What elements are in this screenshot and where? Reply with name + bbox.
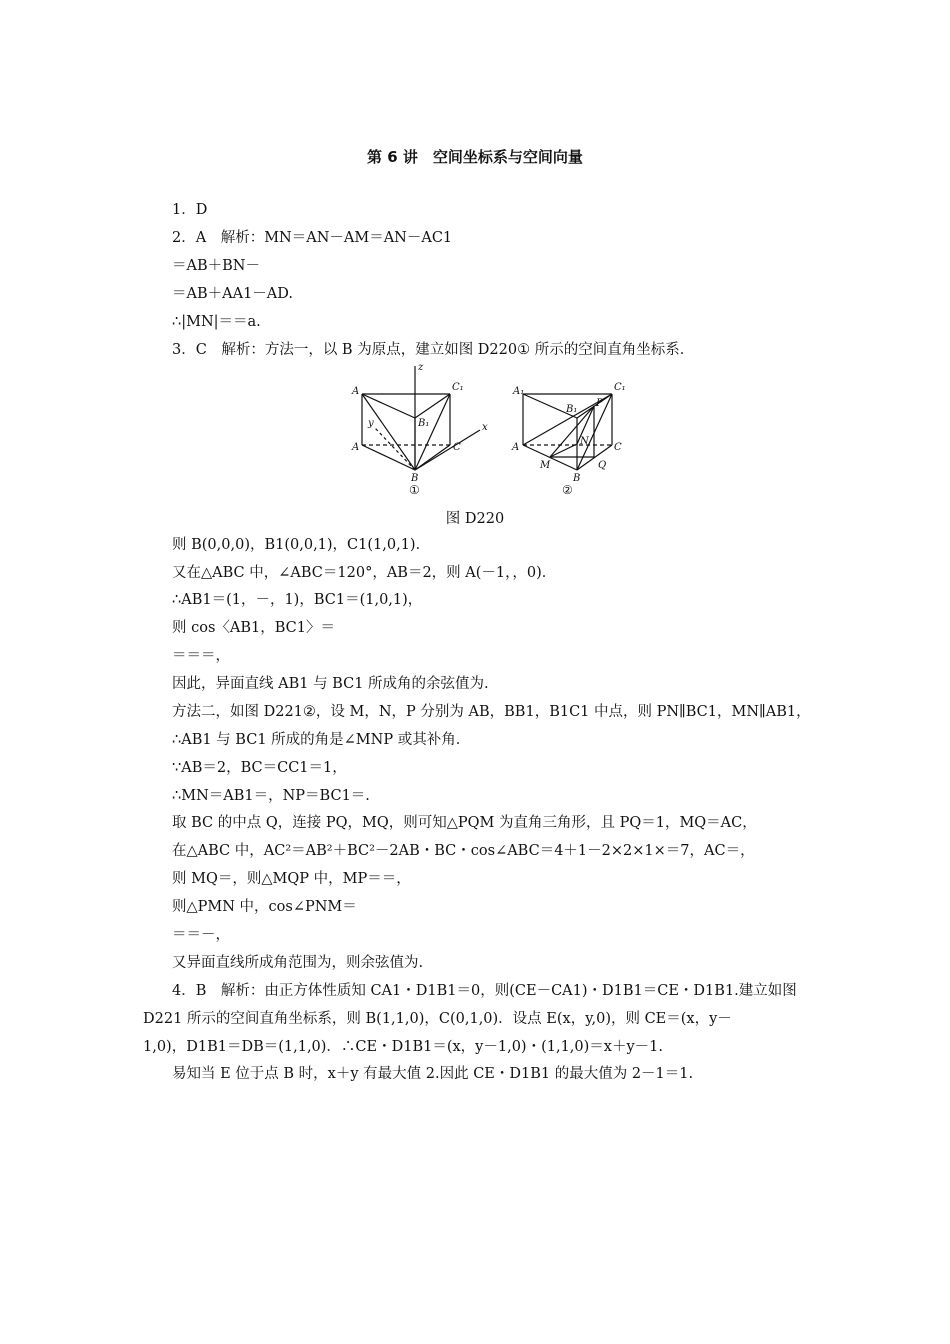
answer-line: ＝AB＋BN－ — [172, 258, 260, 274]
point-label: B₁ — [418, 418, 430, 429]
point-label: B — [573, 473, 581, 484]
point-label: C — [614, 442, 622, 453]
point-label: B₁ — [566, 404, 578, 415]
answer-line: 在△ABC 中，AC²＝AB²＋BC²－2AB・BC・cos∠ABC＝4＋1－2×2×1×＝7，AC＝， — [172, 843, 755, 859]
prism-diagram — [340, 360, 630, 500]
answer-line: 易知当 E 位于点 B 时，x＋y 有最大值 2.因此 CE・D1B1 的最大值为 2－1＝1. — [172, 1066, 694, 1082]
figure-number-left: ① — [409, 483, 420, 497]
answer-line: ∴AB1 与 BC1 所成的角是∠MNP 或其补角． — [172, 732, 471, 748]
answer-line: ∴AB1＝(1，－，1)，BC1＝(1,0,1)， — [172, 592, 423, 608]
prism-figure — [340, 360, 630, 500]
answer-line: 则 MQ＝，则△MQP 中，MP＝＝， — [172, 871, 411, 887]
point-label: Q — [598, 460, 607, 471]
answer-line: 方法二，如图 D221②，设 M，N，P 分别为 AB，BB1，B1C1 中点，则 PN∥BC1，MN∥AB1， — [172, 704, 811, 720]
answer-line: D221 所示的空间直角坐标系，则 B(1,1,0)，C(0,1,0)．设点 E(x，y,0)，则 CE＝(x，y－ — [143, 1011, 732, 1027]
answer-line: 则△PMN 中，cos∠PNM＝ — [172, 899, 357, 915]
answer-line: 4．B 解析：由正方体性质知 CA1・D1B1＝0，则(CE－CA1)・D1B1＝CE・D1B1.建立如图 — [172, 983, 797, 999]
answer-line: 1．D — [172, 202, 208, 218]
point-label: B — [411, 473, 419, 484]
answer-line: ∴MN＝AB1＝，NP＝BC1＝. — [172, 788, 370, 804]
figure-caption: 图 D220 — [445, 511, 505, 527]
answer-line: ＝AB＋AA1－AD. — [172, 286, 293, 302]
point-label: A — [512, 442, 520, 453]
point-label: N — [580, 436, 589, 447]
answer-line: ∵AB＝2，BC＝CC1＝1， — [172, 760, 347, 776]
answer-line: 则 B(0,0,0)，B1(0,0,1)，C1(1,0,1)． — [172, 537, 431, 553]
answer-line: 3．C 解析：方法一，以 B 为原点，建立如图 D220① 所示的空间直角坐标系． — [172, 342, 695, 358]
answer-line: ＝＝－， — [172, 927, 230, 943]
point-label: M — [540, 460, 551, 471]
point-label: A — [352, 386, 360, 397]
answer-line: 取 BC 的中点 Q，连接 PQ，MQ，则可知△PQM 为直角三角形，且 PQ＝1，MQ＝AC， — [172, 815, 757, 831]
answer-line: ＝＝＝， — [172, 648, 230, 664]
answer-line: 1,0)，D1B1＝DB＝(1,1,0)．∴CE・D1B1＝(x，y－1,0)・(1,1,0)＝x＋y－1. — [143, 1039, 664, 1055]
point-label: A₁ — [513, 386, 525, 397]
point-label: A — [352, 442, 360, 453]
answer-line: ∴|MN|＝＝a. — [172, 314, 261, 330]
page-title: 第 6 讲 空间坐标系与空间向量 — [367, 148, 583, 166]
answer-line: 又异面直线所成角范围为，则余弦值为. — [172, 955, 424, 971]
point-label: C₁ — [614, 382, 626, 393]
figure-number-right: ② — [562, 483, 573, 497]
axis-label: z — [418, 362, 424, 373]
answer-line: 2．A 解析：MN＝AN－AM＝AN－AC1 — [172, 230, 453, 246]
point-label: P — [596, 398, 603, 409]
answer-line: 则 cos〈AB1，BC1〉＝ — [172, 620, 335, 636]
point-label: C₁ — [452, 382, 464, 393]
point-label: C — [453, 442, 461, 453]
axis-label: y — [368, 418, 374, 429]
axis-label: x — [482, 422, 488, 433]
answer-line: 又在△ABC 中，∠ABC＝120°，AB＝2，则 A(－1，，0)． — [172, 565, 557, 581]
answer-line: 因此，异面直线 AB1 与 BC1 所成角的余弦值为. — [172, 676, 489, 692]
